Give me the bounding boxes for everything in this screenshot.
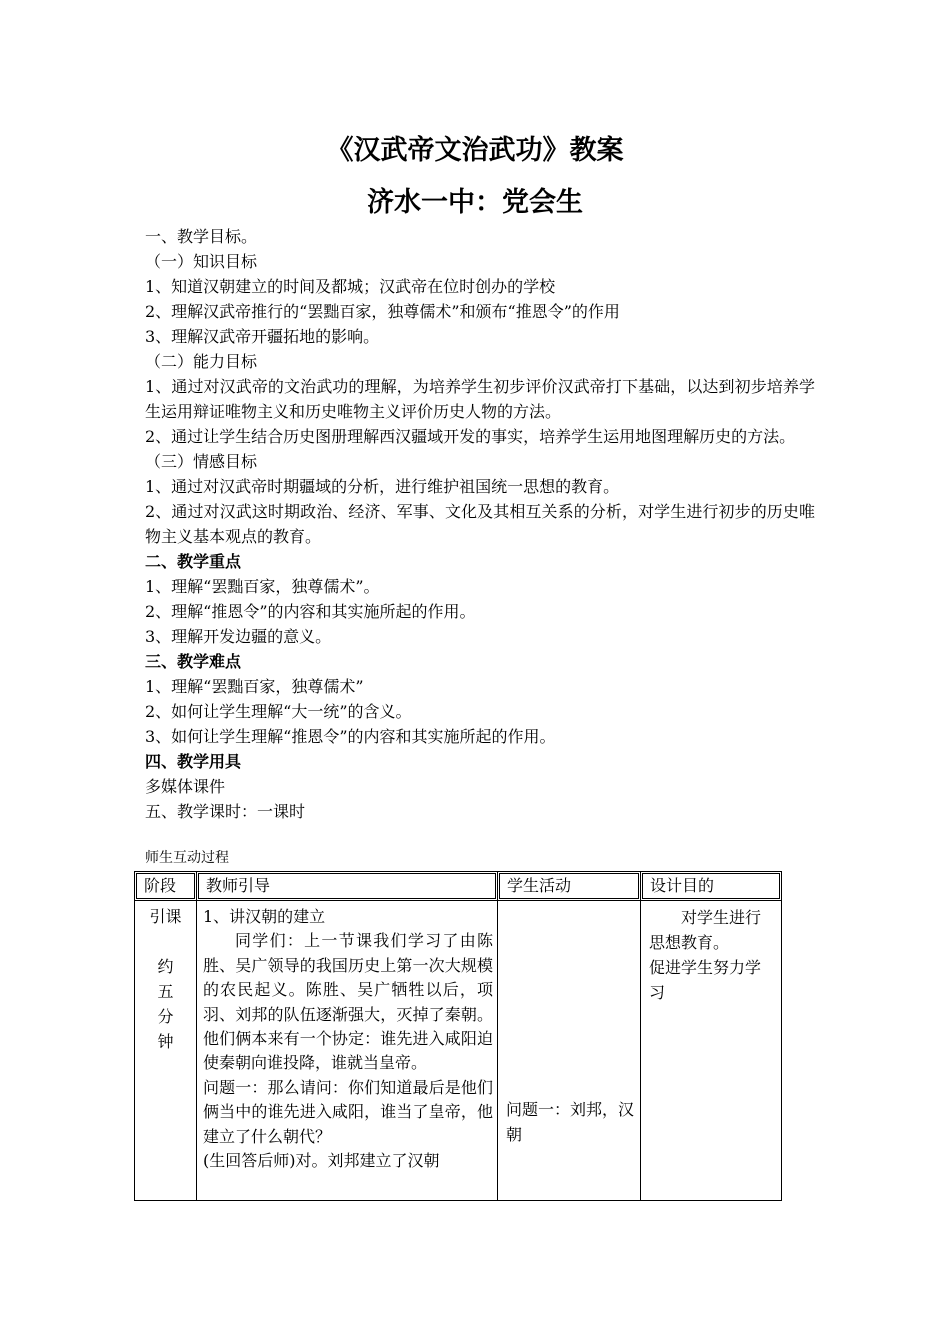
lesson-plan-body bbox=[145, 224, 815, 824]
stage-name: 引课 bbox=[149, 907, 182, 926]
key-point-item: 1、理解“罢黜百家，独尊儒术”。 bbox=[145, 577, 380, 596]
emotion-heading: （三）情感目标 bbox=[145, 452, 258, 471]
difficulty-item: 1、理解“罢黜百家，独尊儒术” bbox=[145, 677, 364, 696]
student-activity-cell bbox=[498, 901, 641, 1201]
stage-duration-char: 五 bbox=[157, 982, 174, 1001]
student-answer: 问题一：刘邦，汉朝 bbox=[506, 1100, 635, 1144]
stage-cell bbox=[135, 901, 197, 1201]
ability-item: 1、通过对汉武帝的文治武功的理解，为培养学生初步评价汉武帝打下基础，以达到初步培养学生运用辩证唯物主义和历史唯物主义评价历史人物的方法。 bbox=[145, 377, 815, 421]
title-block bbox=[0, 128, 950, 226]
teacher-answer: (生回答后师)对。刘邦建立了汉朝 bbox=[203, 1151, 440, 1171]
objectives-heading: 一、教学目标。 bbox=[145, 227, 258, 246]
teacher-narration: 同学们：上一节课我们学习了由陈胜、吴广领导的我国历史上第一次大规模的农民起义。陈胜、吴广牺牲以后，项羽、刘邦的队伍逐渐强大，灭掉了秦朝。他们俩本来有一个协定：谁先进入咸阳迫使秦朝向谁投降，谁就当皇帝。 bbox=[203, 931, 493, 1073]
document-title: 《汉武帝文治武功》教案 bbox=[326, 135, 624, 166]
ability-heading: （二）能力目标 bbox=[145, 352, 258, 371]
stage-duration-char: 分 bbox=[157, 1007, 174, 1026]
author-line: 济水一中：党会生 bbox=[367, 187, 583, 218]
interaction-table bbox=[134, 871, 782, 1201]
column-header-stage: 阶段 bbox=[136, 873, 195, 899]
teacher-guide-cell bbox=[197, 901, 498, 1201]
key-point-item: 2、理解“推恩令”的内容和其实施所起的作用。 bbox=[145, 602, 476, 621]
column-header-student: 学生活动 bbox=[499, 873, 639, 899]
teacher-question: 问题一：那么请问：你们知道最后是他们俩当中的谁先进入咸阳，谁当了皇帝，他建立了什么朝代？ bbox=[203, 1077, 493, 1146]
difficulty-item: 3、如何让学生理解“推恩令”的内容和其实施所起的作用。 bbox=[145, 727, 556, 746]
difficulty-item: 2、如何让学生理解“大一统”的含义。 bbox=[145, 702, 412, 721]
ability-item: 2、通过让学生结合历史图册理解西汉疆域开发的事实，培养学生运用地图理解历史的方法。 bbox=[145, 427, 796, 446]
emotion-item: 2、通过对汉武这时期政治、经济、军事、文化及其相互关系的分析，对学生进行初步的历史唯物主义基本观点的教育。 bbox=[145, 502, 815, 546]
purpose-line: 促进学生努力学习 bbox=[649, 958, 762, 1002]
tools-content: 多媒体课件 bbox=[145, 777, 226, 796]
table-header-row bbox=[135, 872, 782, 901]
knowledge-item: 3、理解汉武帝开疆拓地的影响。 bbox=[145, 327, 380, 346]
knowledge-heading: （一）知识目标 bbox=[145, 252, 258, 271]
table-row bbox=[135, 901, 782, 1201]
tools-heading: 四、教学用具 bbox=[145, 752, 242, 771]
column-header-purpose: 设计目的 bbox=[642, 873, 780, 899]
key-point-item: 3、理解开发边疆的意义。 bbox=[145, 627, 332, 646]
purpose-line: 对学生进行思想教育。 bbox=[649, 908, 762, 952]
emotion-item: 1、通过对汉武帝时期疆域的分析，进行维护祖国统一思想的教育。 bbox=[145, 477, 620, 496]
difficulties-heading: 三、教学难点 bbox=[145, 652, 242, 671]
design-purpose-cell bbox=[641, 901, 782, 1201]
stage-duration-char: 钟 bbox=[157, 1032, 174, 1051]
teacher-point: 1、讲汉朝的建立 bbox=[203, 907, 326, 926]
knowledge-item: 1、知道汉朝建立的时间及都城；汉武帝在位时创办的学校 bbox=[145, 277, 556, 296]
column-header-teacher: 教师引导 bbox=[198, 873, 496, 899]
knowledge-item: 2、理解汉武帝推行的“罢黜百家，独尊儒术”和颁布“推恩令”的作用 bbox=[145, 302, 620, 321]
interaction-label: 师生互动过程 bbox=[145, 850, 229, 866]
stage-duration-char: 约 bbox=[157, 957, 174, 976]
key-points-heading: 二、教学重点 bbox=[145, 552, 242, 571]
class-hours: 五、教学课时：一课时 bbox=[145, 802, 306, 821]
